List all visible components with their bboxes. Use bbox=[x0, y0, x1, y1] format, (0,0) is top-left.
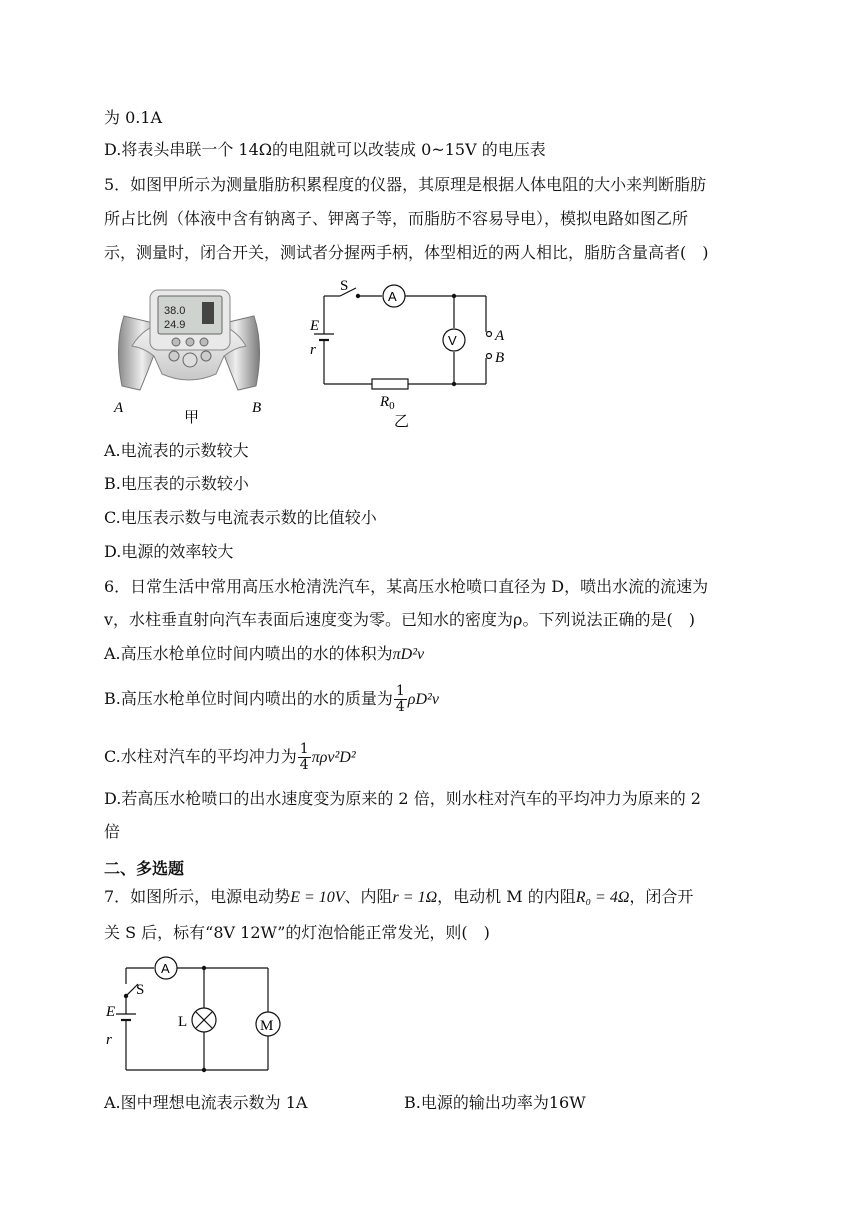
figure-caption-yi: 乙 bbox=[394, 414, 410, 430]
question-5-line-1: 5．如图甲所示为测量脂肪积累程度的仪器，其原理是根据人体电阻的大小来判断脂肪 bbox=[104, 175, 707, 194]
option-5b: B.电压表的示数较小 bbox=[104, 474, 249, 493]
internal-resistance-label: r bbox=[106, 1032, 112, 1048]
section-heading: 二、多选题 bbox=[104, 859, 185, 878]
switch-label: S bbox=[340, 278, 349, 294]
option-7b: B.电源的输出功率为16W bbox=[404, 1093, 586, 1112]
resistor-label: $R_0$ bbox=[380, 394, 395, 412]
formula-6b: ρD²v bbox=[407, 691, 439, 708]
lamp-label: L bbox=[178, 1014, 188, 1030]
svg-text:38.0: 38.0 bbox=[164, 305, 186, 317]
motor-label: M bbox=[260, 1018, 274, 1034]
option-6b: B.高压水枪单位时间内喷出的水的质量为 $\frac{1}{4}$ ρD²v bbox=[104, 683, 439, 715]
formula-internal-resistance: r = 1Ω bbox=[392, 889, 438, 906]
option-6d-line-2: 倍 bbox=[104, 822, 121, 841]
option-d-prev: D.将表头串联一个 14Ω的电阻就可以改装成 0~15V 的电压表 bbox=[104, 140, 546, 159]
voltmeter-label: V bbox=[448, 333, 457, 348]
formula-6c: πρv²D² bbox=[311, 749, 356, 766]
body-fat-meter-figure bbox=[104, 286, 274, 430]
circuit-figure-7 bbox=[100, 950, 300, 1084]
emf-label: E bbox=[106, 1004, 116, 1020]
fraction-one-quarter: $\frac{1}{4}$ bbox=[395, 683, 405, 715]
handle-label-a: A bbox=[114, 400, 124, 416]
question-7-line-1: 7．如图所示，电源电动势E = 10V、内阻r = 1Ω，电动机 M 的内阻R₀ = 4Ω，闭合开 bbox=[104, 887, 694, 906]
formula-motor-resistance: R₀ = 4Ω bbox=[575, 889, 630, 906]
figure-caption-jia: 甲 bbox=[184, 410, 200, 426]
question-7-line-2: 关 S 后，标有“8V 12W”的灯泡恰能正常发光，则( ) bbox=[104, 923, 490, 942]
ammeter-label: A bbox=[161, 961, 170, 976]
terminal-a-label: A bbox=[495, 328, 505, 344]
text-line: 为 0.1A bbox=[104, 108, 163, 127]
terminal-b-label: B bbox=[495, 350, 505, 366]
option-6c: C.水柱对汽车的平均冲力为 $\frac{1}{4}$ πρv²D² bbox=[104, 741, 356, 773]
handle-label-b: B bbox=[252, 400, 262, 416]
question-6-line-2: v，水柱垂直射向汽车表面后速度变为零。已知水的密度为ρ。下列说法正确的是( ) bbox=[104, 610, 695, 629]
formula-emf: E = 10V bbox=[290, 889, 345, 906]
question-5-line-2: 所占比例（体液中含有钠离子、钾离子等，而脂肪不容易导电），模拟电路如图乙所 bbox=[104, 209, 689, 228]
emf-label: E bbox=[310, 318, 320, 334]
formula-6a: πD²v bbox=[392, 646, 425, 663]
switch-label: S bbox=[136, 982, 145, 998]
fraction-one-quarter: $\frac{1}{4}$ bbox=[299, 741, 309, 773]
internal-resistance-label: r bbox=[310, 342, 316, 358]
option-5a: A.电流表的示数较大 bbox=[104, 441, 249, 460]
option-6a: A.高压水枪单位时间内喷出的水的体积为πD²v bbox=[104, 644, 425, 663]
option-5d: D.电源的效率较大 bbox=[104, 542, 234, 561]
option-7a: A.图中理想电流表示数为 1A bbox=[104, 1093, 308, 1112]
svg-text:24.9: 24.9 bbox=[164, 319, 186, 331]
circuit-figure-yi bbox=[300, 276, 530, 434]
option-6d-line-1: D.若高压水枪喷口的出水速度变为原来的 2 倍，则水柱对汽车的平均冲力为原来的 2 bbox=[104, 789, 701, 808]
option-5c: C.电压表示数与电流表示数的比值较小 bbox=[104, 508, 377, 527]
ammeter-label: A bbox=[388, 289, 397, 304]
question-5-line-3: 示，测量时，闭合开关，测试者分握两手柄，体型相近的两人相比，脂肪含量高者( ) bbox=[104, 243, 709, 262]
question-6-line-1: 6．日常生活中常用高压水枪清洗汽车，某高压水枪喷口直径为 D，喷出水流的流速为 bbox=[104, 577, 709, 596]
